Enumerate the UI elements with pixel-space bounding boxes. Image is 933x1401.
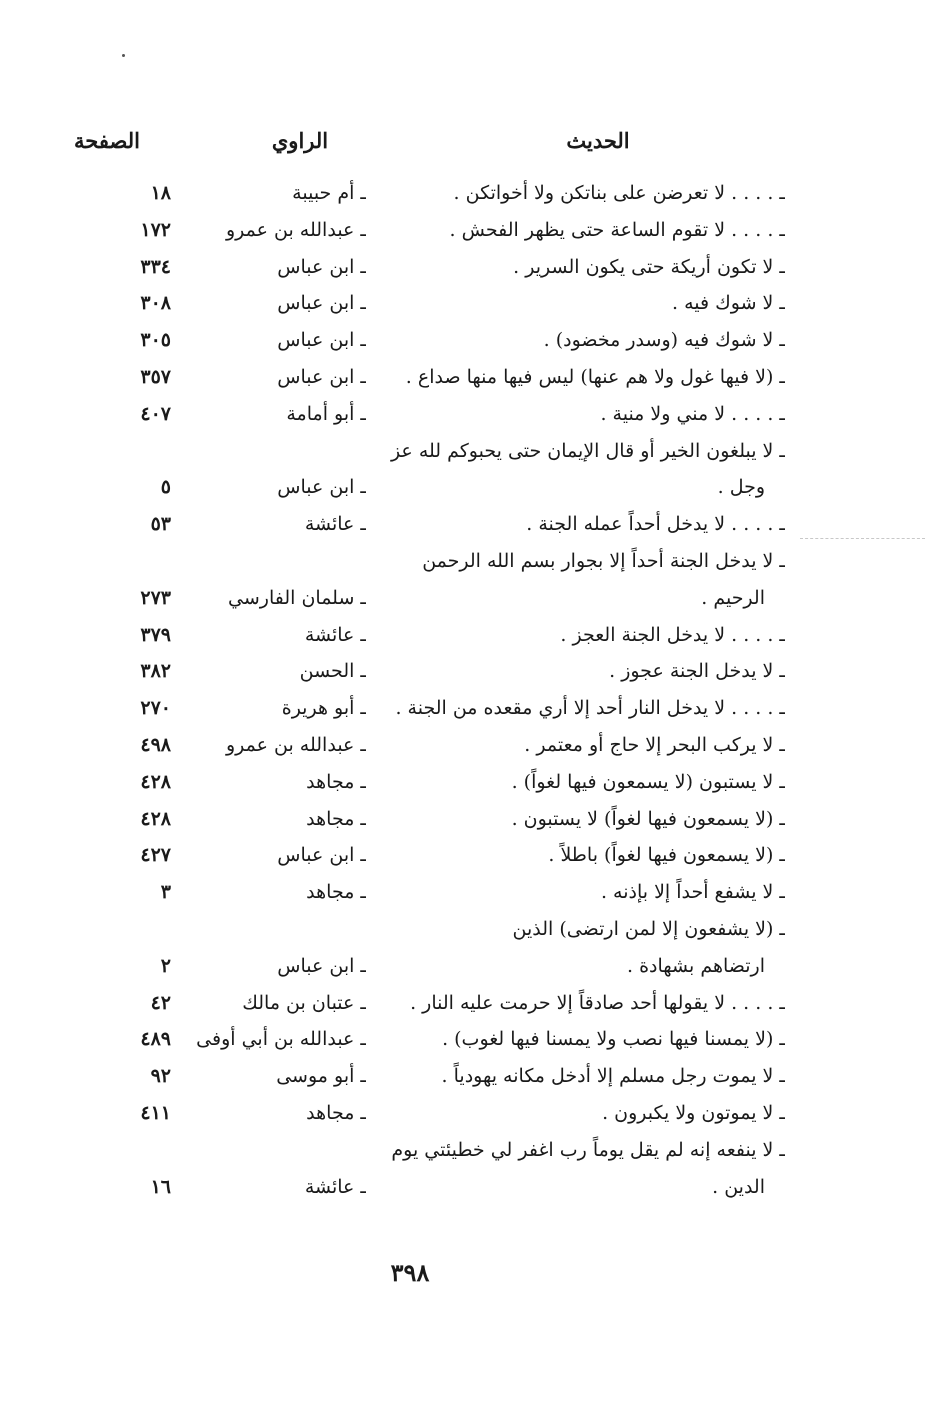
narrator-name: ـ ابن عباس — [277, 844, 366, 867]
hadith-text: ـ لا يستبون (لا يسمعون فيها لغواً) . — [511, 770, 785, 793]
narrator-name: ـ ابن عباس — [277, 476, 366, 499]
narrator-name: ـ ابن عباس — [277, 255, 366, 278]
narrator-name: ـ عبدالله بن عمرو — [225, 218, 366, 241]
table-row — [0, 434, 933, 468]
page-ref: ٤٢ — [150, 991, 171, 1014]
hadith-text: ـ (لا يسمعون فيها لغواً) لا يستبون . — [511, 807, 785, 830]
narrator-name: ـ أبو موسى — [276, 1065, 366, 1088]
narrator-name: ـ مجاهد — [306, 770, 366, 793]
page-ref: ١٨ — [150, 182, 171, 204]
header-page: الصفحة — [74, 128, 140, 153]
page-ref: ١٧٢ — [140, 218, 171, 241]
page-ref: ٣٥٧ — [140, 366, 171, 388]
table-row — [0, 323, 933, 357]
margin-scan-line — [800, 538, 925, 539]
narrator-name: ـ عائشة — [304, 623, 366, 646]
table-row — [0, 250, 933, 284]
narrator-name: ـ سلمان الفارسي — [228, 586, 366, 609]
narrator-name: ـ ابن عباس — [277, 329, 366, 352]
page-ref: ٤٩٨ — [140, 734, 171, 756]
table-row — [0, 286, 933, 320]
table-row — [0, 1096, 933, 1130]
page-ref: ٢٧٠ — [140, 697, 171, 720]
page-ref: ٤٨٩ — [140, 1028, 171, 1051]
hadith-text: ـ (لا يشفعون إلا لمن ارتضى) الذين — [512, 918, 785, 940]
hadith-text: وجل . — [717, 476, 765, 499]
table-row — [0, 360, 933, 394]
table-row — [0, 397, 933, 431]
hadith-text: ـ (لا يمسنا فيها نصب ولا يمسنا فيها لغوب) . — [442, 1028, 785, 1051]
table-row — [0, 470, 933, 504]
page-ref: ٢٧٣ — [140, 586, 171, 609]
narrator-name: ـ الحسن — [299, 660, 366, 683]
narrator-name: ـ عائشة — [304, 513, 366, 536]
table-row — [0, 912, 933, 946]
table-row — [0, 1170, 933, 1204]
hadith-text: ارتضاهم بشهادة . — [627, 954, 765, 977]
table-row — [0, 1059, 933, 1093]
table-row — [0, 838, 933, 872]
table-row — [0, 728, 933, 762]
hadith-text: ـ لا يركب البحر إلا حاج أو معتمر . — [524, 734, 785, 756]
page-ref: ٣٠٥ — [140, 329, 171, 352]
hadith-text: ـ لا يدخل الجنة أحداً إلا بجوار بسم الله الرحمن — [422, 550, 785, 572]
table-row — [0, 581, 933, 615]
page-ref: ٤٠٧ — [140, 402, 171, 425]
table-row — [0, 544, 933, 578]
hadith-text: الدين . — [712, 1175, 765, 1198]
table-row — [0, 765, 933, 799]
narrator-name: ـ مجاهد — [306, 1102, 366, 1124]
hadith-text: ـ لا يموتون ولا يكبرون . — [602, 1102, 785, 1124]
narrator-name: ـ عبدالله بن عمرو — [225, 734, 366, 756]
table-row — [0, 691, 933, 725]
header-narrator: الراوي — [271, 128, 329, 153]
hadith-text: ـ . . . . لا تعرضن على بناتكن ولا أخواتكن . — [453, 182, 785, 204]
table-row — [0, 213, 933, 247]
hadith-text: ـ لا شوك فيه . — [672, 292, 785, 315]
hadith-text: الرحيم . — [701, 586, 765, 609]
page-ref: ١٦ — [150, 1175, 171, 1198]
table-row — [0, 949, 933, 983]
narrator-name: ـ أبو هريرة — [281, 697, 366, 720]
page-ref: ٥ — [160, 476, 171, 499]
hadith-text: ـ . . . . لا مني ولا منية . — [600, 402, 785, 425]
hadith-text: ـ . . . . لا يقولها أحد صادقاً إلا حرمت عليه النار . — [410, 991, 785, 1014]
table-row — [0, 1022, 933, 1056]
hadith-text: ـ لا تكون أريكة حتى يكون السرير . — [513, 255, 785, 278]
speck-mark — [122, 54, 125, 57]
hadith-text: ـ (لا فيها غول ولا هم عنها) ليس فيها منها صداع . — [405, 366, 785, 388]
page-ref: ٣٠٨ — [140, 292, 171, 315]
table-row — [0, 986, 933, 1020]
hadith-text: ـ لا ينفعه إنه لم يقل يوماً رب اغفر لي خطيئتي يوم — [391, 1138, 785, 1161]
table-row — [0, 1133, 933, 1167]
page-ref: ٤٢٨ — [140, 770, 171, 793]
hadith-text: ـ . . . . لا يدخل النار أحد إلا أري مقعده من الجنة . — [395, 697, 785, 720]
narrator-name: ـ عتبان بن مالك — [242, 991, 366, 1014]
page-ref: ٣٣٤ — [140, 255, 171, 278]
hadith-text: ـ . . . . لا يدخل أحداً عمله الجنة . — [526, 513, 785, 536]
hadith-text: ـ لا يبلغون الخير أو قال الإيمان حتى يحبوكم لله عز — [390, 439, 785, 462]
hadith-text: ـ . . . . لا تقوم الساعة حتى يظهر الفحش . — [449, 218, 785, 241]
narrator-name: ـ ابن عباس — [277, 292, 366, 315]
page-ref: ٩٢ — [150, 1065, 171, 1088]
narrator-name: ـ مجاهد — [306, 807, 366, 830]
narrator-name: ـ مجاهد — [306, 881, 366, 904]
hadith-text: ـ لا يموت رجل مسلم إلا أدخل مكانه يهودياً . — [441, 1065, 785, 1088]
narrator-name: ـ أم حبيبة — [292, 182, 366, 204]
table-row — [0, 875, 933, 909]
page-ref: ٤٢٧ — [140, 844, 171, 867]
page-ref: ٥٣ — [150, 513, 171, 536]
page-ref: ٣ — [160, 881, 171, 904]
table-row — [0, 618, 933, 652]
table-row — [0, 507, 933, 541]
header-hadith: الحديث — [566, 128, 630, 153]
page-ref: ٣٨٢ — [140, 660, 171, 683]
narrator-name: ـ ابن عباس — [277, 954, 366, 977]
page-ref: ٤٢٨ — [140, 807, 171, 830]
hadith-text: ـ لا شوك فيه (وسدر مخضود) . — [543, 329, 785, 352]
hadith-text: ـ لا يدخل الجنة عجوز . — [609, 660, 785, 683]
hadith-text: ـ (لا يسمعون فيها لغواً) باطلاً . — [548, 844, 785, 867]
page-number: ٣٩٨ — [390, 1258, 430, 1287]
page-ref: ٢ — [160, 954, 171, 977]
narrator-name: ـ عائشة — [304, 1175, 366, 1198]
page-ref: ٣٧٩ — [140, 623, 171, 646]
hadith-text: ـ لا يشفع أحداً إلا بإذنه . — [600, 881, 785, 904]
narrator-name: ـ عبدالله بن أبي أوفى — [196, 1028, 366, 1051]
narrator-name: ـ ابن عباس — [277, 366, 366, 388]
table-row — [0, 654, 933, 688]
table-row — [0, 176, 933, 210]
narrator-name: ـ أبو أمامة — [286, 402, 366, 425]
page-ref: ٤١١ — [140, 1102, 171, 1124]
hadith-text: ـ . . . . لا يدخل الجنة العجز . — [560, 623, 785, 646]
table-row — [0, 802, 933, 836]
